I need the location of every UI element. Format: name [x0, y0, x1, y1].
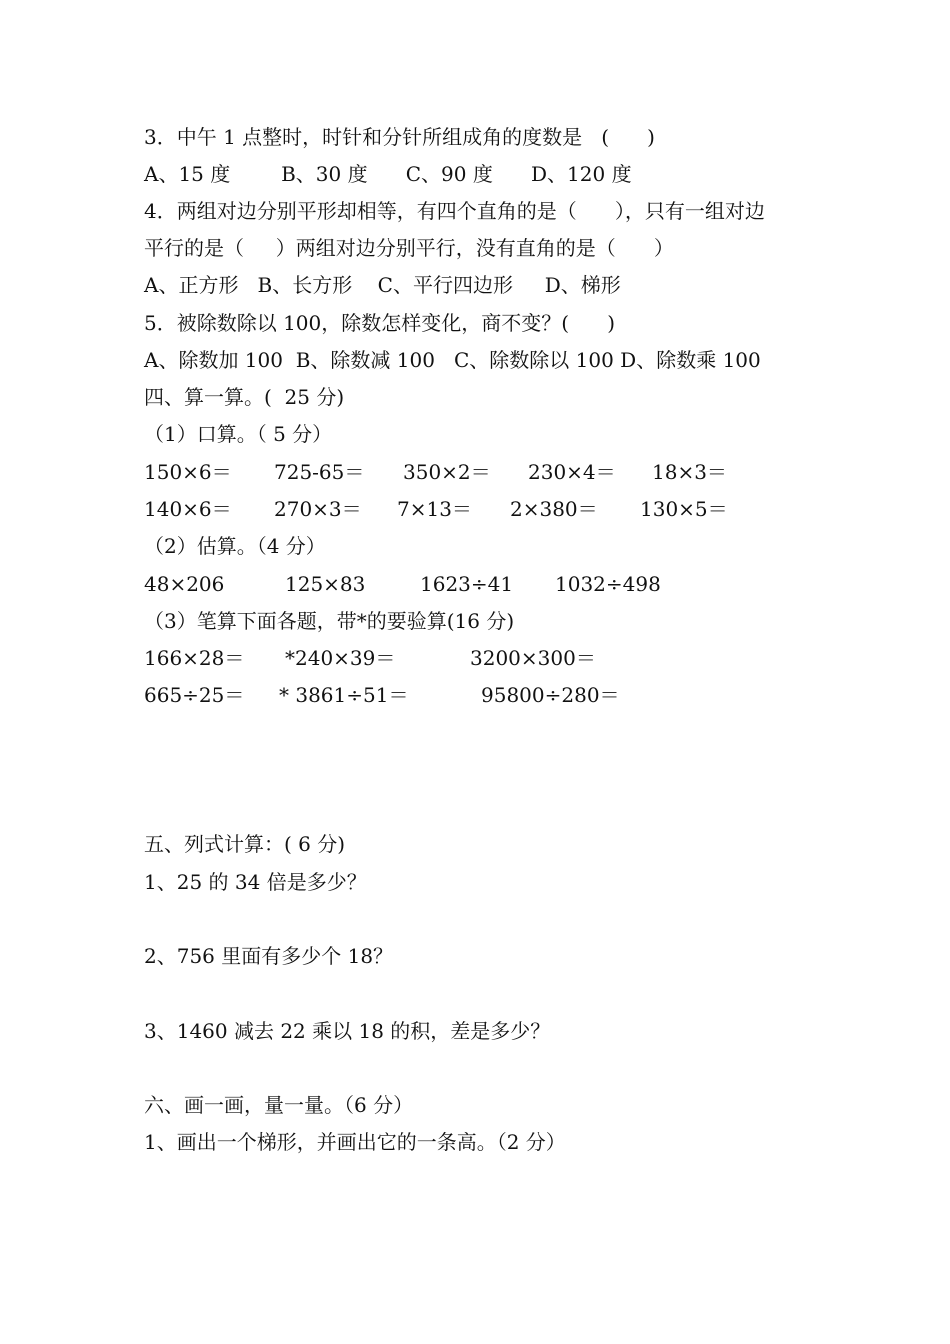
estimate-item: 1623÷41 [420, 572, 514, 596]
estimate-item: 48×206 [144, 572, 225, 596]
written-calc-item: * 3861÷51＝ [279, 683, 409, 707]
section4-title: 四、算一算。( 25 分) [144, 385, 345, 409]
oral-calc-item: 130×5＝ [640, 497, 728, 521]
q5-stem: 5．被除数除以 100，除数怎样变化，商不变？( ) [144, 311, 616, 335]
written-calc-item: 166×28＝ [144, 646, 245, 670]
oral-calc-item: 7×13＝ [397, 497, 472, 521]
section5-item: 1、25 的 34 倍是多少？ [144, 870, 367, 894]
q5-options: A、除数加 100 B、除数减 100 C、除数除以 100 D、除数乘 100 [144, 348, 761, 372]
section5-item: 3、1460 减去 22 乘以 18 的积，差是多少？ [144, 1019, 551, 1043]
q4-stem-line1: 4．两组对边分别平形却相等，有四个直角的是（ ），只有一组对边 [144, 199, 765, 223]
q3-options: A、15 度 B、30 度 C、90 度 D、120 度 [144, 162, 632, 186]
estimate-item: 1032÷498 [555, 572, 661, 596]
written-calc-item: 3200×300＝ [470, 646, 596, 670]
oral-calc-item: 350×2＝ [403, 460, 491, 484]
oral-calc-item: 150×6＝ [144, 460, 232, 484]
oral-calc-item: 140×6＝ [144, 497, 232, 521]
section5-item: 2、756 里面有多少个 18？ [144, 944, 394, 968]
written-calc-item: *240×39＝ [285, 646, 396, 670]
section6-title: 六、画一画，量一量。（6 分） [144, 1093, 414, 1117]
q4-stem-line2: 平行的是（ ）两组对边分别平行，没有直角的是（ ） [144, 236, 674, 260]
part2-title: （2）估算。（4 分） [144, 534, 326, 558]
oral-calc-item: 2×380＝ [510, 497, 598, 521]
written-calc-item: 665÷25＝ [144, 683, 245, 707]
section6-item: 1、画出一个梯形，并画出它的一条高。（2 分） [144, 1130, 566, 1154]
section5-title: 五、列式计算：( 6 分) [144, 832, 346, 856]
q4-options: A、正方形 B、长方形 C、平行四边形 D、梯形 [144, 273, 621, 297]
part3-title: （3）笔算下面各题，带*的要验算(16 分) [144, 609, 515, 633]
oral-calc-item: 18×3＝ [652, 460, 727, 484]
part1-title: （1）口算。（ 5 分） [144, 422, 333, 446]
oral-calc-item: 230×4＝ [528, 460, 616, 484]
oral-calc-item: 725-65＝ [274, 460, 365, 484]
written-calc-item: 95800÷280＝ [481, 683, 620, 707]
q3-stem: 3．中午 1 点整时，时针和分针所组成角的度数是 ( ) [144, 125, 655, 149]
oral-calc-item: 270×3＝ [274, 497, 362, 521]
estimate-item: 125×83 [285, 572, 366, 596]
